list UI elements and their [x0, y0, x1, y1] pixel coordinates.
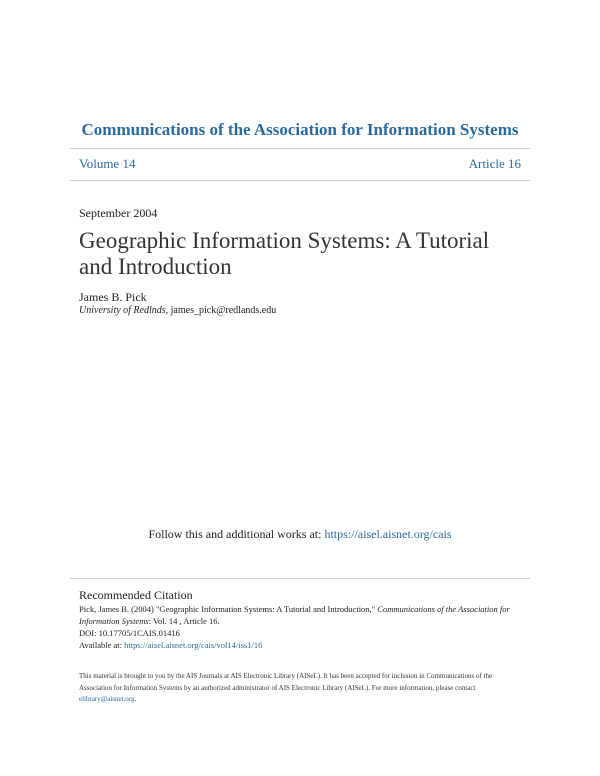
citation-text: Pick, James B. (2004) "Geographic Information Systems: A Tutorial and Introduction,"	[79, 604, 378, 614]
divider	[70, 148, 530, 149]
follow-text: Follow this and additional works at:	[148, 527, 325, 541]
citation-journal: Communications of the Association for Information Systems	[79, 604, 510, 626]
collection-link[interactable]: https://aisel.aisnet.org/cais	[324, 527, 452, 541]
journal-title[interactable]: Communications of the Association for Information Systems	[81, 120, 519, 139]
contact-email-link[interactable]: elibrary@aisnet.org	[79, 695, 135, 703]
footer-notice	[79, 671, 521, 706]
author-name: James B. Pick	[79, 290, 147, 304]
footer-end: .	[134, 695, 137, 703]
volume-link[interactable]: Volume 14	[79, 156, 136, 171]
institution: University of Redlnds	[79, 305, 166, 316]
publication-date: September 2004	[79, 206, 158, 220]
volume-row	[79, 156, 521, 172]
follow-line	[0, 527, 600, 542]
author-email: , james_pick@redlands.edu	[165, 305, 277, 316]
citation-heading: Recommended Citation	[79, 588, 193, 602]
available-label: Available at:	[79, 640, 125, 650]
footer-text: This material is brought to you by the AIS Journals at AIS Electronic Library (AISeL). It has been accepted for inclusion in Communications of the Association for Information Systems by an authorized administrator of AIS Electronic Library (AISeL). For more information, please contact	[79, 672, 493, 692]
article-url-link[interactable]: https://aisel.aisnet.org/cais/vol14/iss1/16	[124, 640, 263, 650]
divider	[70, 578, 530, 579]
article-link[interactable]: Article 16	[468, 156, 521, 171]
citation-volume: : Vol. 14 , Article 16.	[148, 616, 220, 626]
citation-doi: DOI: 10.17705/1CAIS.01416	[79, 628, 180, 638]
author-affiliation	[79, 305, 521, 316]
article-title: Geographic Information Systems: A Tutorial and Introduction	[79, 228, 490, 279]
citation-body	[79, 603, 521, 651]
divider	[70, 180, 530, 181]
